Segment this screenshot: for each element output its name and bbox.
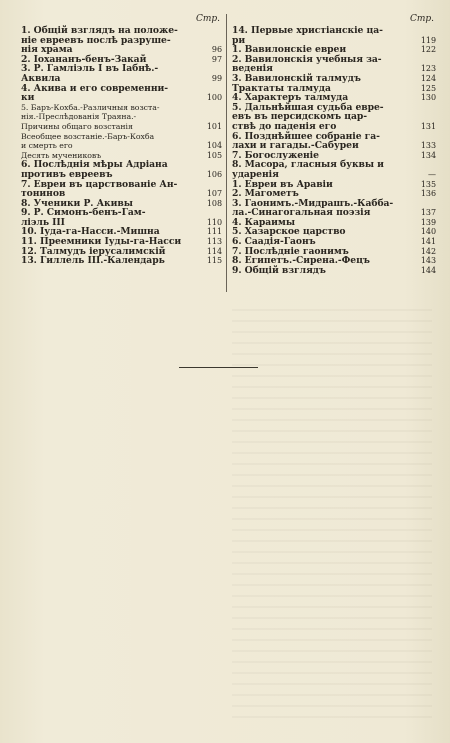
toc-entry bbox=[21, 132, 222, 151]
toc-entry-line: 7. Богослуженіе bbox=[232, 149, 319, 161]
toc-entry-page: 142 bbox=[420, 246, 436, 256]
toc-entry-page: 97 bbox=[211, 54, 222, 64]
page-column-header: Стр. bbox=[195, 14, 220, 24]
toc-entry-title bbox=[232, 266, 416, 276]
toc-entry-line: 10. Іуда-га-Насси.-Мишна bbox=[21, 226, 160, 238]
closing-rule bbox=[179, 367, 258, 368]
toc-entry-line: 3. Р. Гамліэль І въ Iабнѣ.- bbox=[21, 63, 159, 75]
toc-entry bbox=[232, 266, 436, 276]
toc-entry-line: 3. Гаонимъ.-Мидрашъ.-Кабба- bbox=[232, 197, 394, 209]
toc-entry-page: 135 bbox=[420, 179, 436, 189]
toc-entry-page: 114 bbox=[206, 246, 222, 256]
toc-entry-page: 139 bbox=[420, 217, 436, 227]
toc-entry bbox=[232, 199, 436, 218]
toc-entry-line: Десять мучениковъ bbox=[21, 150, 102, 160]
toc-entry-page: 141 bbox=[420, 237, 436, 247]
toc-right-column bbox=[232, 12, 436, 275]
toc-entry bbox=[21, 208, 222, 227]
toc-entry-line: ствѣ до паденія его bbox=[232, 120, 337, 132]
toc-entry-line: 7. Евреи въ царствованіе Ан- bbox=[21, 178, 178, 190]
toc-entry-line: Трактаты талмуда bbox=[232, 82, 331, 94]
right-entries bbox=[232, 26, 436, 275]
toc-entry-line: нiя храма bbox=[21, 44, 73, 56]
toc-entry-line: ки bbox=[21, 92, 35, 104]
toc-entry bbox=[21, 64, 222, 83]
toc-entry bbox=[232, 26, 436, 45]
toc-entry-line: 5. Хазарское царство bbox=[232, 226, 346, 238]
toc-entry-page: 113 bbox=[206, 237, 222, 247]
toc-entry-title bbox=[21, 180, 202, 199]
toc-entry bbox=[21, 256, 222, 266]
toc-entry-page: 125 bbox=[420, 83, 436, 93]
toc-entry bbox=[232, 160, 436, 179]
toc-entry-page: 101 bbox=[206, 121, 222, 131]
toc-entry-page: 143 bbox=[420, 256, 436, 266]
toc-entry-line: 7. Послѣдніе гаонимъ bbox=[232, 245, 349, 257]
toc-left-column bbox=[21, 12, 222, 266]
toc-entry-title bbox=[232, 199, 416, 218]
page-column-header: Стр. bbox=[409, 14, 434, 24]
toc-entry-line: 8. Ученики Р. Акивы bbox=[21, 197, 133, 209]
left-entries bbox=[21, 26, 222, 266]
toc-entry-line: 5. Баръ-Кохба.-Различныя возста- bbox=[21, 102, 160, 112]
toc-entry-title bbox=[232, 26, 416, 45]
toc-entry-line: 1. Вавилонскіе евреи bbox=[232, 44, 347, 56]
toc-entry-page: 107 bbox=[206, 189, 222, 199]
toc-entry bbox=[21, 103, 222, 132]
toc-entry-line: 8. Египетъ.-Сирена.-Фецъ bbox=[232, 255, 370, 267]
toc-entry-title bbox=[21, 26, 202, 55]
toc-entry-line: тонинов bbox=[21, 188, 66, 200]
toc-entry-page: 123 bbox=[420, 64, 436, 74]
toc-entry-line: 6. Позднѣйшее собраніе га- bbox=[232, 130, 380, 142]
toc-entry-line: 4. Акива и его современни- bbox=[21, 82, 169, 94]
toc-entry-page: 131 bbox=[420, 121, 436, 131]
toc-entry-line: 2. Іохананъ-бенъ-Закай bbox=[21, 53, 147, 65]
toc-entry-title bbox=[21, 84, 202, 103]
toc-entry bbox=[232, 103, 436, 132]
toc-entry-page: 133 bbox=[420, 141, 436, 151]
toc-entry-title bbox=[21, 103, 202, 132]
toc-entry-line: нiе евреевъ послѣ разруше- bbox=[21, 34, 171, 46]
toc-entry-line: Аквила bbox=[21, 72, 61, 84]
toc-entry bbox=[21, 26, 222, 55]
toc-entry-line: противъ евреевъ bbox=[21, 168, 113, 180]
toc-entry bbox=[232, 132, 436, 151]
toc-entry-page: 110 bbox=[206, 217, 222, 227]
toc-entry-line: 9. Р. Симонъ-бенъ-Гам- bbox=[21, 207, 146, 219]
toc-entry-line: евъ въ персидскомъ цар- bbox=[232, 111, 368, 123]
toc-entry-line: ри bbox=[232, 34, 246, 46]
toc-entry-line: 2. Вавилонскія учебныя за- bbox=[232, 53, 382, 65]
toc-entry-page: 99 bbox=[211, 73, 222, 83]
toc-entry bbox=[21, 160, 222, 179]
toc-entry-line: 4. Характеръ талмуда bbox=[232, 92, 349, 104]
toc-entry-title bbox=[21, 160, 202, 179]
toc-entry-line: 12. Талмудъ іерусалимскій bbox=[21, 245, 166, 257]
toc-entry-line: 14. Первые христіанскіе ца- bbox=[232, 25, 383, 36]
toc-entry-line: ла.-Синагогальная поэзія bbox=[232, 207, 371, 219]
toc-entry-line: 9. Общій взглядъ bbox=[232, 264, 326, 276]
toc-entry-title bbox=[21, 64, 202, 83]
toc-entry-line: лахи и гагады.-Сабуреи bbox=[232, 140, 359, 152]
toc-entry-title bbox=[232, 55, 416, 74]
bleed-through-text bbox=[232, 300, 432, 720]
toc-entry-line: 3. Вавилонскій талмудъ bbox=[232, 72, 361, 84]
toc-entry-title bbox=[232, 103, 416, 132]
toc-entry-page: 130 bbox=[420, 93, 436, 103]
toc-entry-page: 136 bbox=[420, 189, 436, 199]
toc-entry-line: 4. Караимы bbox=[232, 216, 295, 228]
toc-entry-title bbox=[21, 208, 202, 227]
toc-entry-page: — bbox=[428, 169, 436, 179]
toc-entry-line: 1. Общій взглядъ на положе- bbox=[21, 25, 178, 36]
toc-entry-line: 6. Послѣднія мѣры Адріана bbox=[21, 159, 168, 171]
toc-entry-page: 134 bbox=[420, 150, 436, 160]
toc-entry-page: 119 bbox=[420, 35, 436, 45]
toc-entry-line: Всеобщее возстаніе.-Баръ-Кохба bbox=[21, 131, 155, 141]
toc-entry-page: 124 bbox=[420, 73, 436, 83]
toc-entry-page: 137 bbox=[420, 208, 436, 218]
toc-entry-page: 105 bbox=[206, 150, 222, 160]
toc-entry-title bbox=[21, 256, 202, 266]
toc-entry-title bbox=[232, 160, 416, 179]
toc-entry-line: Причины общаго возстанія bbox=[21, 121, 133, 131]
toc-entry-page: 108 bbox=[206, 198, 222, 208]
toc-entry bbox=[232, 55, 436, 74]
toc-entry bbox=[21, 84, 222, 103]
toc-entry-line: лiэль III bbox=[21, 216, 65, 228]
toc-entry-line: 5. Дальнѣйшая судьба евре- bbox=[232, 101, 384, 113]
column-divider bbox=[226, 14, 227, 292]
toc-entry-page: 111 bbox=[206, 227, 222, 237]
toc-entry-line: ударенія bbox=[232, 168, 279, 180]
toc-entry-page: 104 bbox=[206, 141, 222, 151]
toc-entry-line: 13. Гиллель III.-Календарь bbox=[21, 255, 165, 267]
toc-entry-page: 144 bbox=[420, 265, 436, 275]
toc-entry bbox=[21, 180, 222, 199]
toc-entry-page: 100 bbox=[206, 93, 222, 103]
toc-entry-title bbox=[21, 132, 202, 151]
toc-entry-line: 11. Преемники Іуды-га-Насси bbox=[21, 236, 182, 248]
toc-entry-line: 2. Магометъ bbox=[232, 188, 299, 200]
toc-entry-line: 6. Саадія-Гаонъ bbox=[232, 236, 316, 248]
toc-entry-line: 1. Евреи въ Аравіи bbox=[232, 178, 333, 190]
toc-entry-page: 96 bbox=[211, 45, 222, 55]
toc-entry-title bbox=[232, 132, 416, 151]
toc-entry-line: нія.-Преслѣдованія Траяна.- bbox=[21, 112, 137, 122]
toc-entry-line: 8. Масора, гласныя буквы и bbox=[232, 159, 384, 171]
toc-entry-page: 140 bbox=[420, 227, 436, 237]
toc-entry-page: 122 bbox=[420, 45, 436, 55]
toc-entry-page: 106 bbox=[206, 169, 222, 179]
toc-entry-line: веденія bbox=[232, 63, 273, 75]
toc-entry-line: и смерть его bbox=[21, 141, 73, 151]
toc-entry-page: 115 bbox=[206, 256, 222, 266]
